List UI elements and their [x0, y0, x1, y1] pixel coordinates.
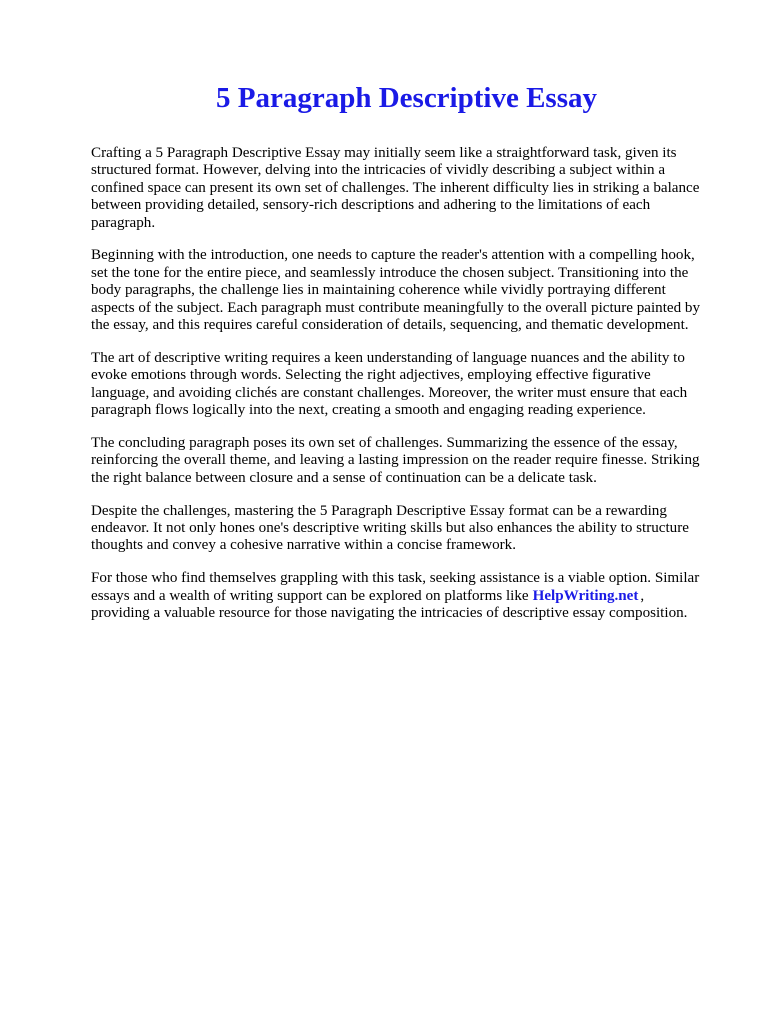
paragraph-5 [91, 503, 731, 555]
link-trailing-text: , [640, 587, 645, 604]
paragraph-3 [91, 350, 731, 420]
text-line: The concluding paragraph poses its own set of challenges. Summarizing the essence of the essay, [91, 434, 678, 451]
text-line: the right balance between closure and a sense of continuation can be a delicate task. [91, 469, 597, 486]
paragraph-6 [91, 570, 731, 622]
text-line: For those who find themselves grappling with this task, seeking assistance is a viable option. Similar [91, 570, 700, 587]
text-line: between providing detailed, sensory-rich descriptions and adhering to the limitations of each [91, 197, 651, 214]
paragraph-4 [91, 435, 731, 487]
text-line: reinforcing the overall theme, and leaving a lasting impression on the reader require finesse. Striking [91, 452, 700, 469]
text-line: Beginning with the introduction, one needs to capture the reader's attention with a compelling hook, [91, 247, 695, 264]
text-line: Crafting a 5 Paragraph Descriptive Essay may initially seem like a straightforward task, given its [91, 145, 677, 161]
paragraph-2 [91, 247, 731, 334]
text-line: confined space can present its own set of challenges. The inherent difficulty lies in striking a balance [91, 179, 700, 196]
text-line: the essay, and this requires careful consideration of details, sequencing, and thematic development. [91, 317, 689, 334]
text-line: body paragraphs, the challenge lies in maintaining coherence while vividly portraying different [91, 282, 666, 299]
paragraph-1 [91, 145, 731, 232]
essay-body [91, 145, 731, 638]
text-line: providing a valuable resource for those navigating the intricacies of descriptive essay composition. [91, 605, 688, 622]
text-line-with-link [91, 588, 731, 605]
text-line: The art of descriptive writing requires a keen understanding of language nuances and the ability to [91, 349, 685, 366]
text-line: endeavor. It not only hones one's descriptive writing skills but also enhances the ability to structure [91, 520, 689, 537]
text-line: paragraph. [91, 214, 156, 231]
document-title: 5 Paragraph Descriptive Essay [216, 82, 597, 114]
text-line: paragraph flows logically into the next, creating a smooth and engaging reading experience. [91, 402, 646, 419]
link-lead-text: essays and a wealth of writing support can be explored on platforms like [91, 587, 529, 604]
helpwriting-link[interactable]: HelpWriting.net [532, 587, 639, 604]
text-line: aspects of the subject. Each paragraph must contribute meaningfully to the overall picture painted by [91, 299, 700, 316]
text-line: language, and avoiding clichés are constant challenges. Moreover, the writer must ensure that each [91, 384, 688, 401]
text-line: evoke emotions through words. Selecting the right adjectives, employing effective figurative [91, 367, 651, 384]
text-line: set the tone for the entire piece, and seamlessly introduce the chosen subject. Transitioning into the [91, 264, 689, 281]
text-line: structured format. However, delving into the intricacies of vividly describing a subject within a [91, 162, 666, 179]
text-line: Despite the challenges, mastering the 5 Paragraph Descriptive Essay format can be a rewarding [91, 502, 667, 519]
text-line: thoughts and convey a cohesive narrative within a concise framework. [91, 537, 516, 554]
